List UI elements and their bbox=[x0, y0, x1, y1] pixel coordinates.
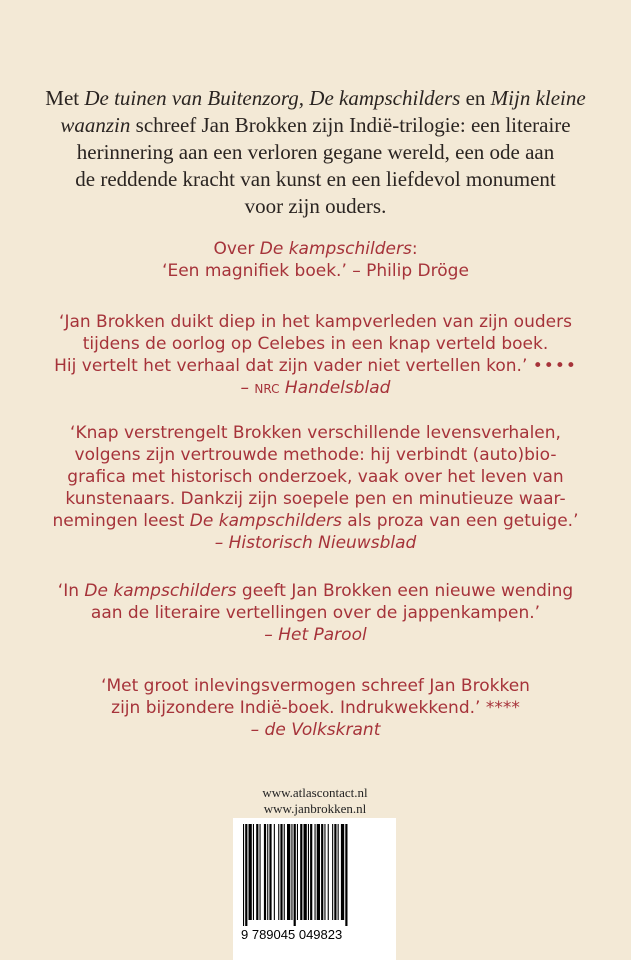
review-quote-5 bbox=[40, 675, 591, 741]
quote-punct: : bbox=[411, 239, 418, 259]
barcode-bar bbox=[274, 824, 275, 920]
barcode-bar bbox=[294, 824, 296, 926]
barcode-bar bbox=[304, 824, 307, 920]
isbn-number: 9 789045 049823 bbox=[241, 927, 343, 942]
book-title: Mijn kleine bbox=[490, 86, 586, 110]
source-name: Handelsblad bbox=[279, 378, 391, 398]
source-abbrev: nrc bbox=[254, 378, 280, 398]
quote-text: geeft Jan Brokken een nieuwe wending bbox=[236, 581, 574, 601]
quote-text: ‘Jan Brokken duikt diep in het kampverleden van zijn ouders bbox=[59, 312, 572, 332]
intro-text: voor zijn ouders. bbox=[244, 194, 387, 218]
barcode-bar bbox=[245, 824, 247, 926]
barcode-bar bbox=[321, 824, 323, 920]
quote-text: grafica met historisch onderzoek, vaak over het leven van bbox=[67, 467, 564, 487]
book-title: De kampschilders bbox=[84, 581, 237, 601]
author-url[interactable]: www.janbrokken.nl bbox=[263, 801, 367, 816]
source-dash: – bbox=[240, 378, 255, 398]
intro-text: de reddende kracht van kunst en een liefdevol monument bbox=[75, 167, 556, 191]
barcode-bar bbox=[308, 824, 309, 920]
barcode-bar bbox=[332, 824, 333, 920]
barcode-bar bbox=[345, 824, 347, 926]
barcode-bar bbox=[310, 824, 312, 920]
review-quote-2 bbox=[40, 311, 591, 399]
barcode-bar bbox=[341, 824, 344, 920]
quote-text: kunstenaars. Dankzij zijn soepele pen en minutieuze waar- bbox=[65, 489, 566, 509]
quote-source: – Historisch Nieuwsblad bbox=[214, 533, 417, 553]
quote-text: volgens zijn vertrouwde methode: hij verbindt (auto)bio- bbox=[74, 445, 557, 465]
isbn-barcode bbox=[233, 818, 396, 960]
book-title: waanzin bbox=[60, 113, 131, 137]
barcode-bar bbox=[334, 824, 336, 920]
quote-text: Hij vertelt het verhaal dat zijn vader niet vertellen kon.’ bbox=[54, 356, 528, 376]
quote-text: als proza van een getuige.’ bbox=[341, 511, 579, 531]
barcode-bar bbox=[315, 824, 316, 920]
intro-text: Met bbox=[45, 86, 85, 110]
quote-text: ‘Met groot inlevingsvermogen schreef Jan Brokken bbox=[101, 676, 530, 696]
barcode-bar bbox=[297, 824, 298, 920]
barcode-bar bbox=[287, 824, 290, 920]
intro-text: schreef Jan Brokken zijn Indië-trilogie: een literaire bbox=[130, 113, 571, 137]
book-title: De tuinen van Buitenzorg, De kampschilders bbox=[84, 86, 461, 110]
barcode-bar bbox=[291, 824, 292, 920]
intro-paragraph bbox=[40, 85, 591, 220]
quote-source bbox=[40, 377, 591, 399]
quote-text: ‘Een magnifiek boek.’ – Philip Dröge bbox=[162, 261, 469, 281]
quote-source bbox=[40, 719, 591, 741]
barcode-bar bbox=[264, 824, 266, 920]
barcode-bar bbox=[253, 824, 254, 920]
barcode-bar bbox=[243, 824, 244, 926]
intro-text: herinnering aan een verloren gegane wereld, een ode aan bbox=[76, 140, 555, 164]
book-title: De kampschilders bbox=[259, 239, 412, 259]
barcode-bar bbox=[260, 824, 261, 920]
review-quote-3 bbox=[40, 422, 591, 554]
barcode-bar bbox=[338, 824, 339, 920]
quote-text: zijn bijzondere Indië-boek. Indrukwekkend.’ **** bbox=[111, 698, 520, 718]
quote-text: nemingen leest bbox=[52, 511, 190, 531]
quote-text: ‘Knap verstrengelt Brokken verschillende levensverhalen, bbox=[70, 423, 561, 443]
website-links bbox=[240, 785, 390, 817]
barcode-bar bbox=[317, 824, 320, 920]
barcode-bar bbox=[280, 824, 282, 920]
book-title: De kampschilders bbox=[189, 511, 342, 531]
barcode-bar bbox=[324, 824, 325, 920]
barcode-bar bbox=[249, 824, 252, 920]
barcode-bar bbox=[328, 824, 329, 920]
barcode-bars bbox=[241, 824, 388, 926]
barcode-bar bbox=[278, 824, 279, 920]
quote-text: aan de literaire vertellingen over de jappenkampen.’ bbox=[90, 603, 541, 623]
barcode-bar bbox=[284, 824, 285, 920]
barcode-bar bbox=[267, 824, 268, 920]
source-name: Volkskrant bbox=[291, 720, 381, 740]
publisher-url[interactable]: www.atlascontact.nl bbox=[262, 785, 368, 800]
quote-lead: Over bbox=[213, 239, 260, 259]
review-quote-4 bbox=[40, 580, 591, 646]
barcode-bar bbox=[300, 824, 302, 920]
quote-text: tijdens de oorlog op Celebes in een knap verteld boek. bbox=[82, 334, 549, 354]
quote-source: – Het Parool bbox=[264, 625, 367, 645]
rating-dots: •••• bbox=[532, 356, 577, 376]
quote-text: ‘In bbox=[57, 581, 85, 601]
intro-text: en bbox=[460, 86, 491, 110]
barcode-bar bbox=[269, 824, 271, 920]
source-dash: – de bbox=[250, 720, 292, 740]
barcode-bar bbox=[256, 824, 258, 920]
review-quote-1 bbox=[40, 238, 591, 282]
